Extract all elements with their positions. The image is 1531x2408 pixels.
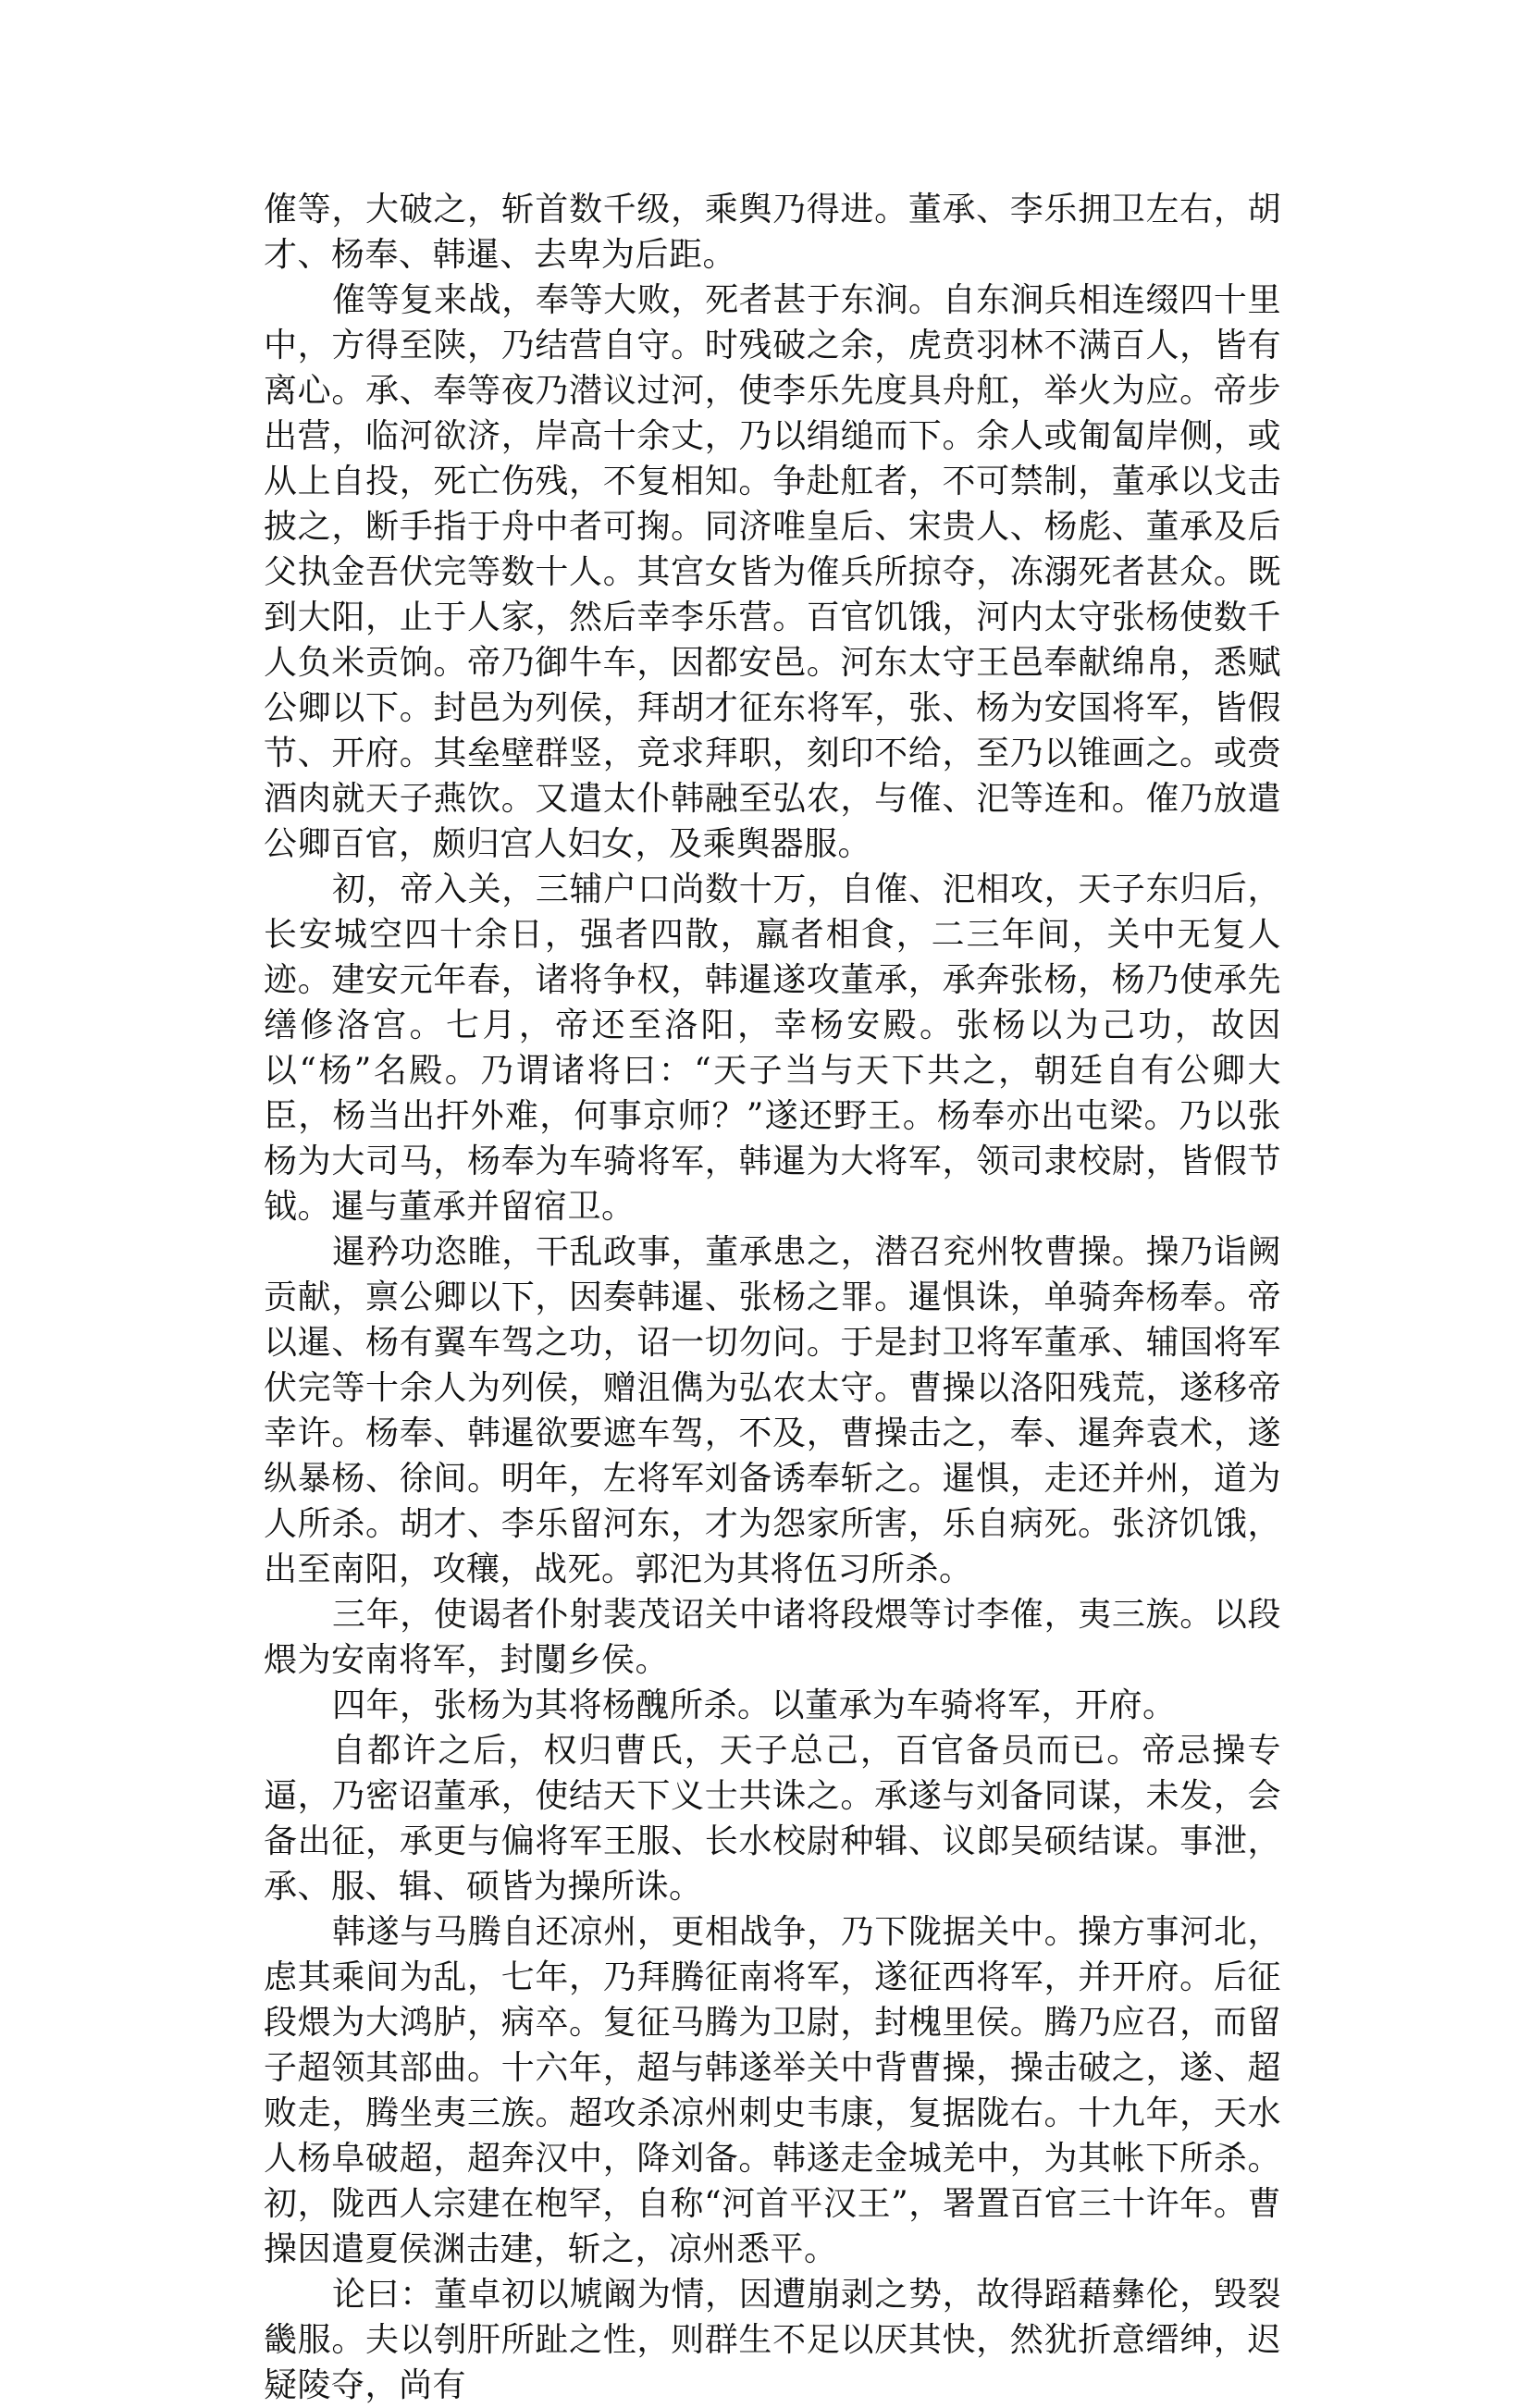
paragraph: 傕等复来战，奉等大败，死者甚于东涧。自东涧兵相连缀四十里中，方得至陕，乃结营自守。时残破之余，虎贲羽林不满百人，皆有离心。承、奉等夜乃潜议过河，使李乐先度具舟舡，举火为应。帝步出营，临河欲济，岸高十余丈，乃以绢缒而下。余人或匍匐岸侧，或从上自投，死亡伤残，不复相知。争赴舡者，不可禁制，董承以戈击披之，断手指于舟中者可掬。同济唯皇后、宋贵人、杨彪、董承及后父执金吾伏完等数十人。其宫女皆为傕兵所掠夺，冻溺死者甚众。既到大阳，止于人家，然后幸李乐营。百官饥饿，河内太守张杨使数千人负米贡饷。帝乃御牛车，因都安邑。河东太守王邑奉献绵帛，悉赋公卿以下。封邑为列侯，拜胡才征东将军，张、杨为安国将军，皆假节、开府。其垒壁群竖，竞求拜职，刻印不给，至乃以锥画之。或赍酒肉就天子燕饮。又遣太仆韩融至弘农，与傕、汜等连和。傕乃放遣公卿百官，颇归宫人妇女，及乘舆器服。 bbox=[264, 281, 1281, 863]
paragraph: 暹矜功恣睢，干乱政事，董承患之，潜召兖州牧曹操。操乃诣阙贡献，禀公卿以下，因奏韩暹、张杨之罪。暹惧诛，单骑奔杨奉。帝以暹、杨有翼车驾之功，诏一切勿问。于是封卫将军董承、辅国将军伏完等十余人为列侯，赠沮儁为弘农太守。曹操以洛阳残荒，遂移帝幸许。杨奉、韩暹欲要遮车驾，不及，曹操击之，奉、暹奔袁术，遂纵暴杨、徐间。明年，左将军刘备诱奉斩之。暹惧，走还并州，道为人所杀。胡才、李乐留河东，才为怨家所害，乐自病死。张济饥饿，出至南阳，攻穰，战死。郭汜为其将伍习所杀。 bbox=[264, 1233, 1281, 1588]
paragraph: 傕等，大破之，斩首数千级，乘舆乃得进。董承、李乐拥卫左右，胡才、杨奉、韩暹、去卑为后距。 bbox=[264, 191, 1281, 274]
paragraph: 自都许之后，权归曹氏，天子总己，百官备员而已。帝忌操专逼，乃密诏董承，使结天下义士共诛之。承遂与刘备同谋，未发，会备出征，承更与偏将军王服、长水校尉种辑、议郎吴硕结谋。事泄，承、服、辑、硕皆为操所诛。 bbox=[264, 1732, 1281, 1906]
paragraph: 论曰：董卓初以虓阚为情，因遭崩剥之势，故得蹈藉彝伦，毁裂畿服。夫以刳肝所趾之性，则群生不足以厌其快，然犹折意缙绅，迟疑陵夺，尚有 bbox=[264, 2276, 1281, 2404]
paragraph: 四年，张杨为其将杨醜所杀。以董承为车骑将军，开府。 bbox=[332, 1686, 1177, 1724]
document-body bbox=[264, 187, 1281, 2408]
paragraph: 初，帝入关，三辅户口尚数十万，自傕、汜相攻，天子东归后，长安城空四十余日，强者四散，羸者相食，二三年间，关中无复人迹。建安元年春，诸将争权，韩暹遂攻董承，承奔张杨，杨乃使承先缮修洛宫。七月，帝还至洛阳，幸杨安殿。张杨以为己功，故因以“杨”名殿。乃谓诸将曰：“天子当与天下共之，朝廷自有公卿大臣，杨当出扞外难，何事京师？”遂还野王。杨奉亦出屯梁。乃以张杨为大司马，杨奉为车骑将军，韩暹为大将军，领司隶校尉，皆假节钺。暹与董承并留宿卫。 bbox=[264, 871, 1281, 1226]
paragraph: 韩遂与马腾自还凉州，更相战争，乃下陇据关中。操方事河北，虑其乘间为乱，七年，乃拜腾征南将军，遂征西将军，并开府。后征段煨为大鸿胪，病卒。复征马腾为卫尉，封槐里侯。腾乃应召，而留子超领其部曲。十六年，超与韩遂举关中背曹操，操击破之，遂、超败走，腾坐夷三族。超攻杀凉州刺史韦康，复据陇右。十九年，天水人杨阜破超，超奔汉中，降刘备。韩遂走金城羌中，为其帐下所杀。初，陇西人宗建在枹罕，自称“河首平汉王”，署置百官三十许年。曹操因遣夏侯渊击建，斩之，凉州悉平。 bbox=[264, 1913, 1281, 2268]
paragraph: 三年，使谒者仆射裴茂诏关中诸将段煨等讨李傕，夷三族。以段煨为安南将军，封闅乡侯。 bbox=[264, 1596, 1281, 1679]
